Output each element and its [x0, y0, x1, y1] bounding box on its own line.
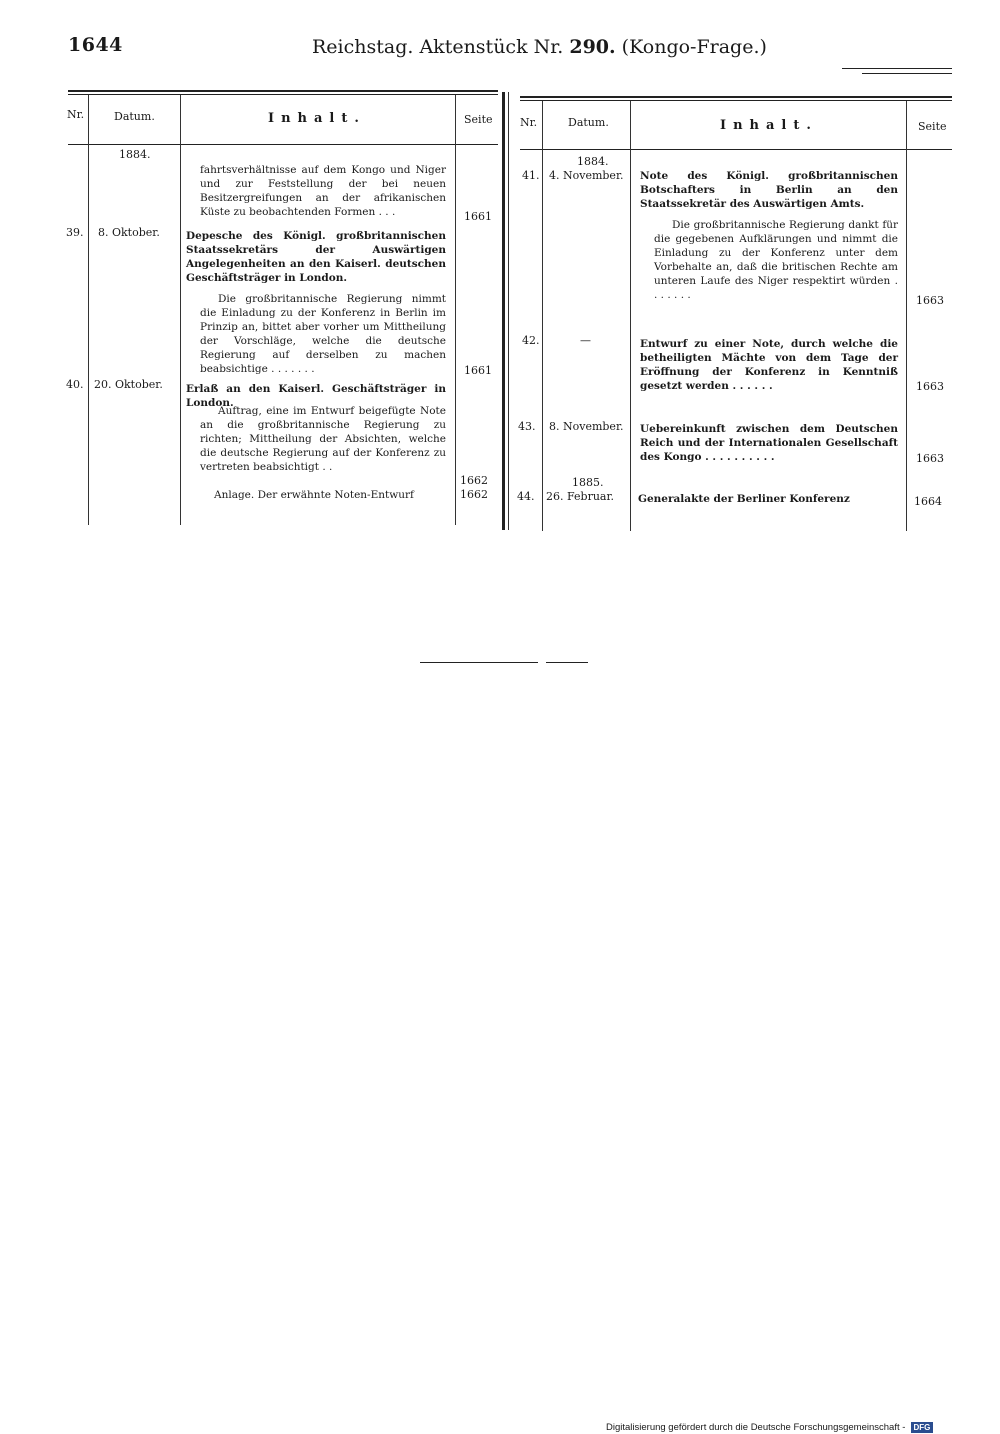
continuation-page: 1661 [464, 210, 492, 223]
entry-40-annex: Anlage. Der erwähnte Noten-Entwurf [214, 489, 414, 501]
left-col-divider-nr [88, 95, 89, 525]
right-header-nr: Nr. [520, 116, 538, 129]
entry-42-title: Entwurf zu einer Note, durch welche die betheiligten Mächte von dem Tage der Eröffnung der Konferenz in Kenntniß gesetzt werden . . . . . . [640, 338, 898, 392]
entry-40-annex-page: 1662 [460, 488, 488, 501]
header-ornament-rule-2 [862, 73, 952, 74]
entry-39-date: 8. Oktober. [98, 226, 160, 239]
entry-39-nr: 39. [66, 226, 84, 239]
entry-39-body: Die großbritannische Regierung nimmt die Einladung zu der Konferenz in Berlin im Prinzip an, bittet aber vorher um Mittheilung der Vorschläge, welche die deutsche Regierung auf derselben zu machen beabsichtige . . . . . . . [200, 293, 446, 375]
entry-43-date: 8. November. [549, 420, 624, 433]
footer [606, 1415, 933, 1434]
entry-42-nr: 42. [522, 334, 540, 347]
entry-40-body: Auftrag, eine im Entwurf beigefügte Note an die großbritannische Regierung zu richten; Mittheilung der Absichten, welche die deutsche Regierung auf der Konferenz zu vertreten beabsichtigt . . [200, 405, 446, 473]
entry-40-title: Erlaß an den Kaiserl. Geschäftsträger in London. [186, 383, 446, 409]
right-header-inhalt: Inhalt. [720, 118, 818, 133]
entry-39-title: Depesche des Königl. großbritannischen Staatssekretärs der Auswärtigen Angelegenheiten an den Kaiserl. deutschen Geschäftsträger in London. [186, 230, 446, 284]
footer-text: Digitalisierung gefördert durch die Deutsche Forschungsgemeinschaft - [606, 1422, 906, 1433]
entry-43-nr: 43. [518, 420, 536, 433]
end-rule [420, 662, 538, 663]
entry-44-date: 26. Februar. [546, 490, 615, 503]
entry-40-nr: 40. [66, 378, 84, 391]
page-number: 1644 [68, 34, 123, 56]
right-header-datum: Datum. [568, 116, 609, 129]
entry-40-page: 1662 [460, 474, 488, 487]
left-table-top-rule [68, 90, 498, 92]
end-rule-2 [546, 662, 588, 663]
entry-41-nr: 41. [522, 169, 540, 182]
entry-43-title: Uebereinkunft zwischen dem Deutschen Reich und der Internationalen Gesellschaft des Kongo . . . . . . . . . . [640, 423, 898, 463]
entry-41-body: Die großbritannische Regierung dankt für die gegebenen Aufklärungen und nimmt die Einladung zu der Konferenz unter dem Vorbehalte an, daß die britischen Rechte am unteren Laufe des Niger respektirt würden . . . . . . . [654, 219, 898, 301]
right-col-divider-nr [542, 101, 543, 531]
left-header-seite: Seite [464, 113, 493, 126]
left-header-datum: Datum. [114, 110, 155, 123]
continuation-text: fahrtsverhältnisse auf dem Kongo und Niger und zur Feststellung der bei neuen Besitzergreifungen an der afrikanischen Küste zu beobachtenden Formen . . . [200, 164, 446, 218]
left-table-top-rule-2 [68, 94, 498, 95]
left-year-1884: 1884. [119, 148, 151, 161]
right-col-divider-inhalt [906, 101, 907, 531]
entry-44-title: Generalakte der Berliner Konferenz [638, 493, 850, 505]
right-table-top-rule-2 [520, 100, 952, 101]
page-title [312, 36, 767, 58]
title-subtitle: (Kongo-Frage.) [621, 36, 767, 58]
right-table-top-rule [520, 96, 952, 98]
right-year-1884: 1884. [577, 155, 609, 168]
right-header-bottom-rule [520, 149, 952, 150]
entry-42-page: 1663 [916, 380, 944, 393]
left-col-divider-inhalt [455, 95, 456, 525]
entry-41-date: 4. November. [549, 169, 624, 182]
left-header-bottom-rule [68, 144, 498, 145]
entry-44-page: 1664 [914, 495, 942, 508]
entry-39-page: 1661 [464, 364, 492, 377]
dfg-logo: DFG [911, 1422, 934, 1433]
entry-43-page: 1663 [916, 452, 944, 465]
entry-42-date: — [580, 334, 591, 347]
title-text: Reichstag. Aktenstück Nr. [312, 36, 564, 58]
entry-41-page: 1663 [916, 294, 944, 307]
entry-40-date: 20. Oktober. [94, 378, 163, 391]
header-ornament-rule [842, 68, 952, 69]
entry-41-title: Note des Königl. großbritannischen Botschafters in Berlin an den Staatssekretär des Auswärtigen Amts. [640, 170, 898, 210]
entry-44-nr: 44. [517, 490, 535, 503]
center-double-rule [502, 92, 505, 530]
right-year-1885: 1885. [572, 476, 604, 489]
left-header-inhalt: Inhalt. [268, 111, 366, 126]
right-col-divider-datum [630, 101, 631, 531]
document-number: 290. [569, 36, 616, 58]
right-header-seite: Seite [918, 120, 947, 133]
left-header-nr: Nr. [67, 108, 85, 121]
center-double-rule-2 [508, 92, 509, 530]
left-col-divider-datum [180, 95, 181, 525]
